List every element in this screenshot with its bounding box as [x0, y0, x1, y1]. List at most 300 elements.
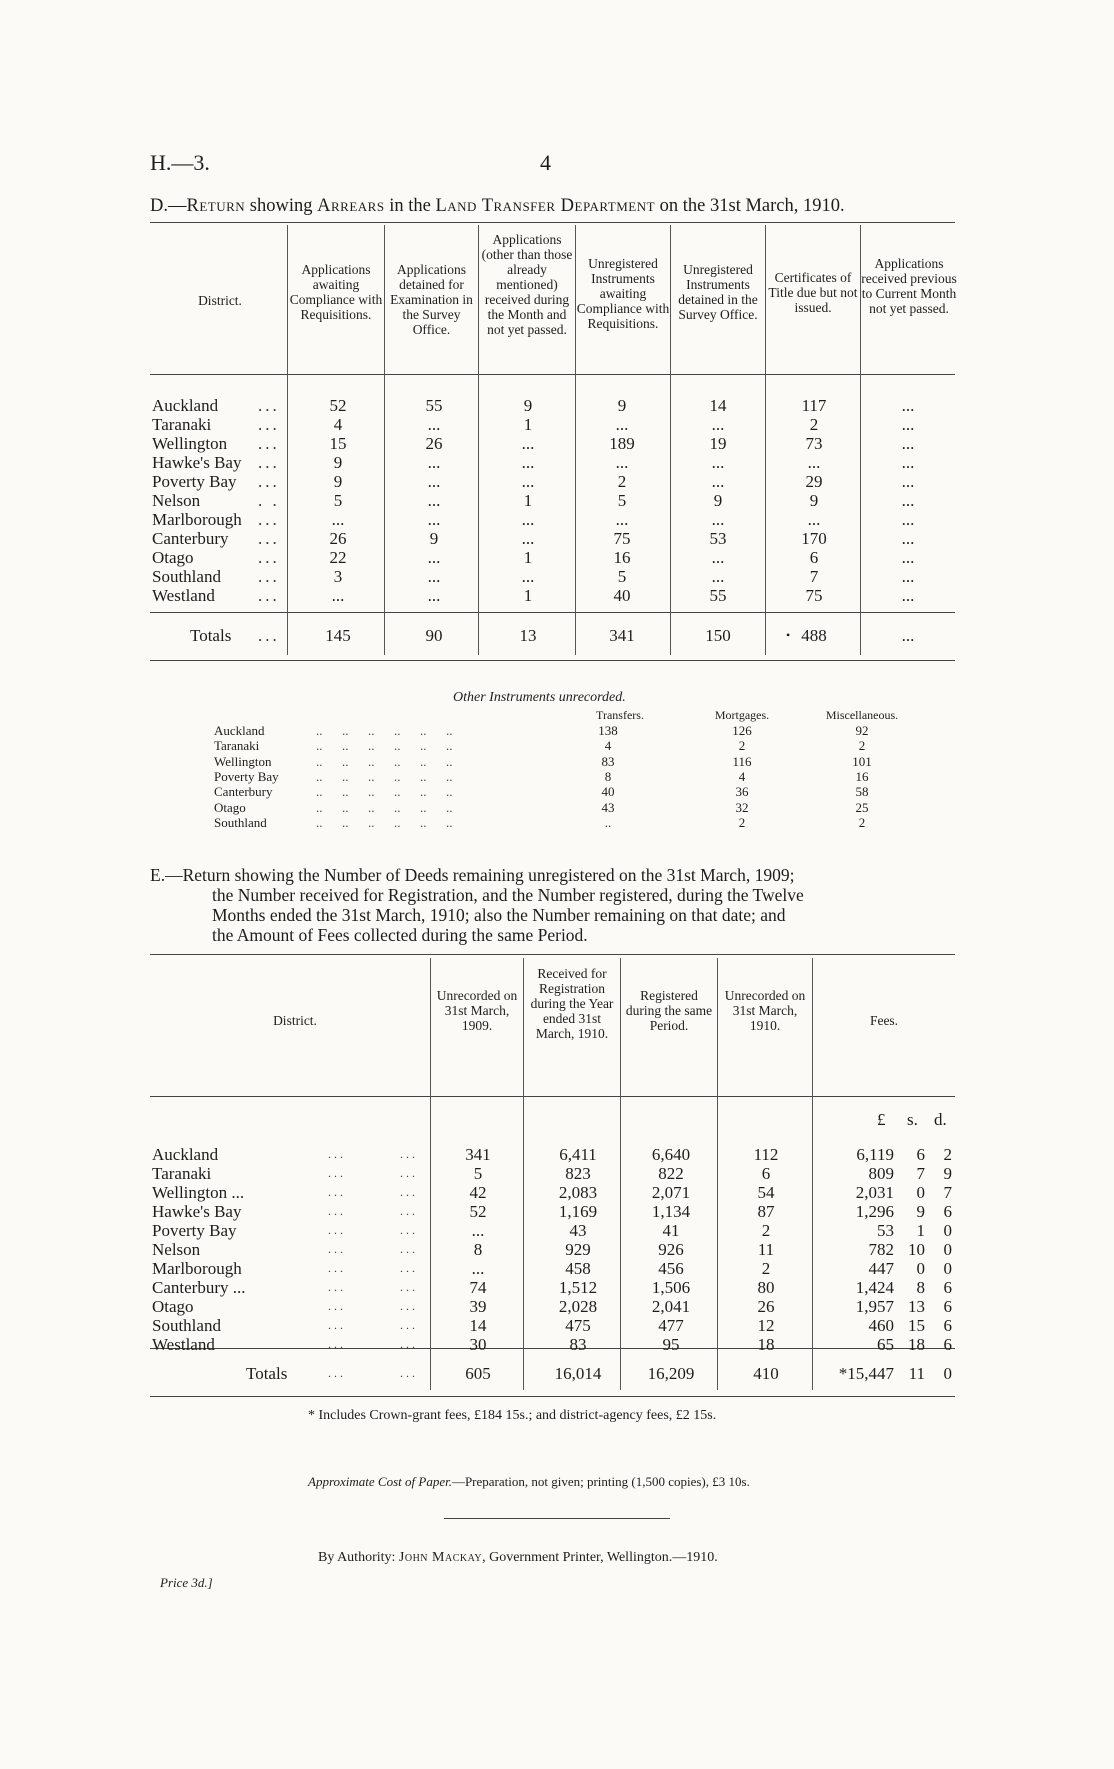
table-row [0, 1278, 1114, 1297]
cell-value: 16 [855, 768, 869, 784]
table-d-bottom-rule [150, 660, 955, 661]
table-d-title [150, 196, 845, 217]
cell-value: ... [901, 396, 915, 415]
cell-value: 30 [469, 1335, 487, 1354]
fee-unit-pounds: £ [877, 1110, 886, 1129]
fee-value: 0 [943, 1240, 952, 1259]
cell-value: ... [901, 510, 915, 529]
cell-value: 52 [329, 396, 347, 415]
fee-unit-shillings: s. [907, 1110, 918, 1129]
cell-value: 83 [569, 1335, 587, 1354]
cell-value: ... [427, 453, 441, 472]
cell-value: ... [711, 548, 725, 567]
cell-value: 40 [613, 586, 631, 605]
cell-value: ... [521, 453, 535, 472]
cell-value: 170 [801, 529, 827, 548]
district-name: Nelson [152, 1240, 201, 1259]
total-fee-value: 11 [908, 1364, 925, 1383]
leader-dots: ... [328, 1223, 346, 1237]
table-row [0, 1297, 1114, 1316]
cell-value: ... [427, 548, 441, 567]
cell-value: ... [521, 434, 535, 453]
district-name: Marlborough [152, 1259, 242, 1278]
cell-value: 822 [658, 1164, 684, 1183]
total-value: 16,014 [554, 1364, 602, 1383]
leader-dots: ... [258, 510, 280, 529]
district-name: Wellington ... [152, 1183, 245, 1202]
fee-value: 10 [908, 1240, 925, 1259]
footnote-marker: • [786, 628, 791, 642]
fee-value: 0 [916, 1183, 925, 1202]
other-header-row [0, 708, 1114, 723]
table-e-header-rule [150, 1096, 955, 1097]
table-e-bottom-rule [150, 1396, 955, 1397]
cell-value: 9 [523, 396, 533, 415]
district-name: Hawke's Bay [152, 453, 242, 472]
cell-value: 112 [753, 1145, 779, 1164]
table-e-title-line: Months ended the 31st March, 1910; also the Number remaining on that date; and [212, 905, 786, 925]
table-row [0, 586, 1114, 605]
cell-value: 52 [469, 1202, 487, 1221]
fee-value: 6 [943, 1202, 952, 1221]
fee-value: 6 [916, 1145, 925, 1164]
cell-value: ... [901, 491, 915, 510]
cell-value: 9 [333, 472, 343, 491]
cost-note [308, 1474, 750, 1490]
cell-value: 1,506 [651, 1278, 691, 1297]
district-name: Westland [152, 586, 215, 605]
cell-value: 8 [473, 1240, 483, 1259]
cost-note-text: —Preparation, not given; printing (1,500 copies), £3 10s. [451, 1474, 750, 1489]
col-header-received-month: Applications (other than those already mentioned) received during the Month and not yet passed. [481, 232, 573, 337]
col-header-previous-month: Applications received previous to Current Month not yet passed. [861, 256, 957, 316]
cell-value: 11 [757, 1240, 775, 1259]
fee-value: 6 [943, 1335, 952, 1354]
table-e-top-rule [150, 954, 955, 955]
fee-value: 782 [868, 1240, 894, 1259]
cell-value: 41 [662, 1221, 680, 1240]
cell-value: ... [711, 567, 725, 586]
leader-dots: ... [400, 1366, 418, 1380]
total-value: 16,209 [647, 1364, 695, 1383]
leader-dots: .. .. .. .. .. .. [316, 723, 453, 738]
leader-dots: ... [328, 1185, 346, 1199]
cell-value: 2,071 [651, 1183, 691, 1202]
table-row [0, 415, 1114, 434]
col-header-received: Received for Registration during the Year ended 31st March, 1910. [530, 966, 614, 1041]
cell-value: 40 [601, 784, 615, 800]
cell-value: 2 [738, 738, 746, 754]
leader-dots: ... [328, 1147, 346, 1161]
leader-dots: ... [328, 1242, 346, 1256]
cell-value: 1 [523, 586, 533, 605]
cell-value: ... [615, 510, 629, 529]
cell-value: 26 [757, 1297, 775, 1316]
cell-value: ... [711, 472, 725, 491]
cell-value: 5 [617, 567, 627, 586]
cell-value: 75 [805, 586, 823, 605]
table-e-title-line: E.—Return showing the Number of Deeds remaining unregistered on the 31st March, 1909; [150, 865, 795, 885]
cell-value: ... [901, 529, 915, 548]
leader-dots: ... [328, 1204, 346, 1218]
cell-value: ... [615, 415, 629, 434]
cell-value: ... [615, 453, 629, 472]
cell-value: 58 [855, 784, 869, 800]
col-header-certificates: Certificates of Title due but not issued. [768, 270, 858, 315]
cell-value: 18 [757, 1335, 775, 1354]
cell-value: 929 [565, 1240, 591, 1259]
district-name: Marlborough [152, 510, 242, 529]
table-row [0, 491, 1114, 510]
cell-value: 2,083 [558, 1183, 598, 1202]
district-name: Taranaki [152, 415, 212, 434]
table-row [0, 800, 1114, 815]
cell-value: 3 [333, 567, 343, 586]
cell-value: 1,134 [651, 1202, 691, 1221]
table-e-title [150, 865, 960, 945]
cell-value: ... [521, 510, 535, 529]
leader-dots: .. .. .. .. .. .. [316, 784, 453, 800]
district-name: Hawke's Bay [152, 1202, 242, 1221]
title-text: in the [384, 196, 436, 216]
cell-value: 5 [333, 491, 343, 510]
cell-value: ... [427, 491, 441, 510]
district-name: Auckland [152, 396, 219, 415]
table-e-title-line: the Number received for Registration, and the Number registered, during the Twelve [212, 885, 804, 905]
cell-value: 2 [858, 814, 866, 830]
leader-dots: ... [400, 1166, 418, 1180]
table-row [0, 769, 1114, 784]
district-name: Westland [152, 1335, 215, 1354]
leader-dots: ... [328, 1318, 346, 1332]
cell-value: 2 [761, 1221, 771, 1240]
district-name: Poverty Bay [152, 472, 237, 491]
leader-dots: ... [400, 1185, 418, 1199]
cell-value: 1 [523, 548, 533, 567]
fee-value: 447 [868, 1259, 894, 1278]
cell-value: ... [521, 567, 535, 586]
cell-value: 1 [523, 491, 533, 510]
cell-value: 25 [855, 799, 869, 815]
cell-value: 8 [604, 768, 612, 784]
table-row [0, 1259, 1114, 1278]
cell-value: ... [427, 510, 441, 529]
leader-dots: ... [400, 1318, 418, 1332]
title-word: Return [186, 196, 246, 216]
col-header-unrecorded-1909: Unrecorded on 31st March, 1909. [436, 988, 518, 1033]
fee-value: 13 [908, 1297, 925, 1316]
table-d-total-rule [150, 612, 955, 613]
leader-dots: ... [258, 396, 280, 415]
cell-value: ... [427, 472, 441, 491]
cell-value: 14 [709, 396, 727, 415]
cell-value: 7 [809, 567, 819, 586]
cell-value: 26 [329, 529, 347, 548]
cell-value: 2 [761, 1259, 771, 1278]
cell-value: 2,028 [558, 1297, 598, 1316]
leader-dots: . . [258, 491, 280, 510]
district-name: Southland [152, 567, 221, 586]
cell-value: 2 [858, 738, 866, 754]
fee-value: 809 [868, 1164, 894, 1183]
footer-separator [444, 1518, 670, 1519]
cell-value: 2,041 [651, 1297, 691, 1316]
cell-value: 75 [613, 529, 631, 548]
leader-dots: ... [328, 1166, 346, 1180]
cell-value: 823 [565, 1164, 591, 1183]
cell-value: 83 [601, 753, 615, 769]
table-row [0, 784, 1114, 799]
total-value: 605 [465, 1364, 491, 1383]
leader-dots: ... [328, 1337, 346, 1351]
footnote: * Includes Crown-grant fees, £184 15s.; and district-agency fees, £2 15s. [308, 1408, 717, 1423]
cell-value: 55 [709, 586, 727, 605]
cell-value: 2 [738, 814, 746, 830]
column-header: Mortgages. [714, 708, 770, 722]
table-row [0, 510, 1114, 529]
fee-value: 2,031 [855, 1183, 894, 1202]
cell-value: 80 [757, 1278, 775, 1297]
cell-value: 39 [469, 1297, 487, 1316]
price: Price 3d.] [160, 1575, 213, 1590]
fee-value: 1,957 [855, 1297, 894, 1316]
leader-dots: ... [258, 529, 280, 548]
cell-value: ... [427, 567, 441, 586]
district-name: Taranaki [152, 1164, 212, 1183]
cell-value: 1 [523, 415, 533, 434]
fee-value: 1,296 [855, 1202, 894, 1221]
table-row [0, 567, 1114, 586]
district-name: Nelson [152, 491, 201, 510]
total-value: ... [901, 626, 915, 645]
cell-value: ... [427, 586, 441, 605]
fee-unit-pence: d. [934, 1110, 947, 1129]
page-number: 4 [540, 150, 551, 175]
table-row [0, 1316, 1114, 1335]
cell-value: 14 [469, 1316, 487, 1335]
table-row [0, 1335, 1114, 1354]
total-value: 410 [753, 1364, 779, 1383]
cell-value: 32 [735, 799, 749, 815]
fee-value: 7 [943, 1183, 952, 1202]
leader-dots: ... [258, 548, 280, 567]
cell-value: ... [427, 415, 441, 434]
printer-authority: By Authority: John Mackay, Government Printer, Wellington.—1910. [318, 1550, 718, 1565]
table-row [0, 472, 1114, 491]
leader-dots: ... [328, 1280, 346, 1294]
leader-dots: ... [328, 1366, 346, 1380]
cost-note-label: Approximate Cost of Paper. [308, 1474, 452, 1489]
col-header-unregistered-compliance: Unregistered Instruments awaiting Compliance with Requisitions. [576, 256, 670, 331]
leader-dots: ... [328, 1299, 346, 1313]
cell-value: 92 [855, 723, 869, 738]
district-name: Wellington [152, 434, 228, 453]
cell-value: ... [521, 529, 535, 548]
district-name: Canterbury [214, 784, 273, 800]
cell-value: 19 [709, 434, 727, 453]
cell-value: ... [471, 1221, 485, 1240]
cell-value: ... [901, 586, 915, 605]
cell-value: 74 [469, 1278, 487, 1297]
leader-dots: .. .. .. .. .. .. [316, 753, 453, 769]
leader-dots: .. .. .. .. .. .. [316, 814, 453, 830]
district-name: Canterbury ... [152, 1278, 246, 1297]
fee-value: 6 [943, 1278, 952, 1297]
leader-dots: .. .. .. .. .. .. [316, 799, 453, 815]
title-prefix: D.— [150, 196, 187, 216]
leader-dots: .. .. .. .. .. .. [316, 738, 453, 754]
table-row [0, 1183, 1114, 1202]
fee-value: 15 [908, 1316, 925, 1335]
totals-label: Totals [190, 626, 232, 645]
cell-value: ... [901, 472, 915, 491]
table-row [0, 529, 1114, 548]
col-header-registered: Registered during the same Period. [625, 988, 713, 1033]
fee-value: 18 [908, 1335, 925, 1354]
total-value: 13 [519, 626, 537, 645]
cell-value: ... [901, 567, 915, 586]
cell-value: 2 [809, 415, 819, 434]
cell-value: 341 [465, 1145, 491, 1164]
district-name: Poverty Bay [214, 768, 279, 784]
district-name: Otago [152, 548, 194, 567]
cell-value: 458 [565, 1259, 591, 1278]
table-row [0, 1221, 1114, 1240]
cell-value: 9 [429, 529, 439, 548]
col-header-district: District. [273, 1013, 317, 1028]
table-row [0, 396, 1114, 415]
cell-value: 117 [801, 396, 827, 415]
leader-dots: ... [258, 567, 280, 586]
other-instruments-title: Other Instruments unrecorded. [453, 690, 626, 705]
fee-value: 0 [943, 1259, 952, 1278]
district-name: Southland [214, 814, 267, 830]
fee-value: 7 [916, 1164, 925, 1183]
cell-value: 475 [565, 1316, 591, 1335]
total-value: 145 [325, 626, 351, 645]
cell-value: 9 [713, 491, 723, 510]
district-name: Poverty Bay [152, 1221, 237, 1240]
district-name: Canterbury [152, 529, 229, 548]
fee-value: 1 [916, 1221, 925, 1240]
cell-value: ... [711, 415, 725, 434]
cell-value: 4 [604, 738, 612, 754]
cell-value: ... [711, 510, 725, 529]
total-value: 488 [801, 626, 827, 645]
cell-value: 1,169 [558, 1202, 598, 1221]
cell-value: 87 [757, 1202, 775, 1221]
col-header-awaiting-compliance: Applications awaiting Compliance with Requisitions. [289, 262, 383, 322]
leader-dots: ... [400, 1337, 418, 1351]
table-e-title-line: the Amount of Fees collected during the same Period. [212, 925, 588, 945]
cell-value: 29 [805, 472, 823, 491]
cell-value: 53 [709, 529, 727, 548]
cell-value: 189 [609, 434, 635, 453]
total-value: 341 [609, 626, 635, 645]
leader-dots: ... [400, 1299, 418, 1313]
col-header-unrecorded-1910: Unrecorded on 31st March, 1910. [724, 988, 806, 1033]
fee-value: 9 [943, 1164, 952, 1183]
total-fee-value: 0 [943, 1364, 952, 1383]
cell-value: 4 [738, 768, 746, 784]
fee-value: 6,119 [856, 1145, 894, 1164]
leader-dots: ... [258, 415, 280, 434]
table-row [0, 815, 1114, 830]
cell-value: 12 [757, 1316, 775, 1335]
leader-dots: .. .. .. .. .. .. [316, 768, 453, 784]
table-row [0, 723, 1114, 738]
cell-value: ... [711, 453, 725, 472]
cell-value: 22 [329, 548, 347, 567]
leader-dots: ... [258, 434, 280, 453]
leader-dots: ... [400, 1223, 418, 1237]
leader-dots: ... [258, 586, 280, 605]
table-row [0, 453, 1114, 472]
fee-value: 0 [943, 1221, 952, 1240]
cell-value: 4 [333, 415, 343, 434]
cell-value: ... [807, 453, 821, 472]
cell-value: 36 [735, 784, 749, 800]
table-d-top-rule [150, 222, 955, 223]
cell-value: ... [901, 415, 915, 434]
cell-value: 6 [809, 548, 819, 567]
district-name: Taranaki [214, 738, 260, 754]
district-name: Wellington [214, 753, 272, 769]
fee-value: 1,424 [855, 1278, 894, 1297]
cell-value: ... [471, 1259, 485, 1278]
cell-value: 456 [658, 1259, 684, 1278]
cell-value: 15 [329, 434, 347, 453]
district-name: Auckland [214, 723, 265, 738]
cell-value: 55 [425, 396, 443, 415]
cell-value: 9 [333, 453, 343, 472]
district-name: Auckland [152, 1145, 219, 1164]
cell-value: 43 [601, 799, 615, 815]
table-row [0, 1202, 1114, 1221]
table-row [0, 1145, 1114, 1164]
cell-value: 54 [757, 1183, 775, 1202]
table-row [0, 1240, 1114, 1259]
total-fee-value: *15,447 [838, 1364, 894, 1383]
table-row [0, 434, 1114, 453]
cell-value: 477 [658, 1316, 684, 1335]
leader-dots: ... [400, 1280, 418, 1294]
title-text: showing [245, 196, 318, 216]
cell-value: 95 [662, 1335, 680, 1354]
fee-value: 2 [943, 1145, 952, 1164]
title-word: Arrears [317, 196, 385, 216]
column-header: Transfers. [596, 708, 644, 722]
cell-value: 42 [469, 1183, 487, 1202]
title-text: on the 31st March, 1910. [655, 196, 845, 216]
column-header: Miscellaneous. [825, 708, 899, 722]
leader-dots: ... [328, 1261, 346, 1275]
total-value: 150 [705, 626, 731, 645]
cell-value: ... [521, 472, 535, 491]
cell-value: 6,640 [651, 1145, 691, 1164]
cell-value: ... [807, 510, 821, 529]
cell-value: ... [901, 453, 915, 472]
cell-value: 5 [617, 491, 627, 510]
col-header-district: District. [198, 293, 242, 308]
fee-value: 6 [943, 1297, 952, 1316]
district-name: Southland [152, 1316, 221, 1335]
cell-value: 126 [732, 723, 752, 738]
cell-value: 101 [852, 753, 872, 769]
printer-name: John Mackay [398, 1550, 483, 1565]
fee-value: 53 [877, 1221, 894, 1240]
table-row [0, 754, 1114, 769]
